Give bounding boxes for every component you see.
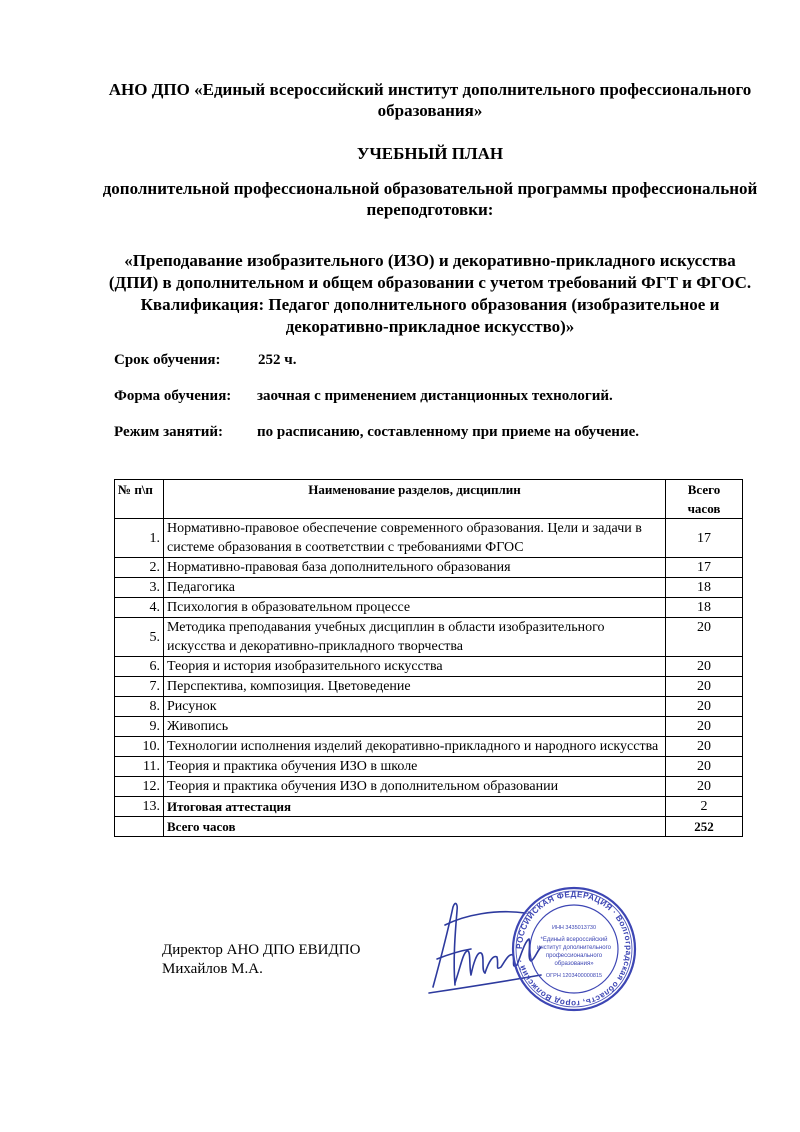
program-description: дополнительной профессиональной образовательной программы профессиональной переподготовки: xyxy=(102,179,758,219)
row-number: 1. xyxy=(115,519,164,558)
row-hours: 20 xyxy=(666,657,743,677)
table-row xyxy=(115,717,743,737)
table-row xyxy=(115,558,743,578)
program-name: «Преподавание изобразительного (ИЗО) и декоративно-прикладного искусства (ДПИ) в дополнительном и общем образовании с учетом требований ФГТ и ФГОС. Квалификация: Педагог дополнительного образования (изобразительное и декоративно-прикладное искусство)» xyxy=(108,251,752,336)
row-hours: 17 xyxy=(666,519,743,558)
svg-text:ИНН 3435013730: ИНН 3435013730 xyxy=(551,925,597,931)
row-discipline: Теория и история изобразительного искусства xyxy=(164,657,666,677)
meta-mode xyxy=(114,424,639,441)
row-number: 8. xyxy=(115,697,164,717)
meta-duration-label: Срок обучения: xyxy=(114,352,221,368)
row-number: 9. xyxy=(115,717,164,737)
meta-form-label: Форма обучения: xyxy=(114,388,232,404)
row-discipline: Нормативно-правовая база дополнительного образования xyxy=(164,558,666,578)
table-row xyxy=(115,737,743,757)
row-discipline: Рисунок xyxy=(164,697,666,717)
row-hours: 18 xyxy=(666,578,743,598)
row-hours: 20 xyxy=(666,677,743,697)
svg-text:ОГРН 1203400000815: ОГРН 1203400000815 xyxy=(545,973,603,979)
row-discipline: Живопись xyxy=(164,717,666,737)
row-number: 10. xyxy=(115,737,164,757)
svg-text:*Единый всероссийский: *Единый всероссийский xyxy=(540,937,608,943)
row-discipline: Технологии исполнения изделий декоративно-прикладного и народного искусства xyxy=(164,737,666,757)
director-name: Михайлов М.А. xyxy=(162,961,263,977)
table-row xyxy=(115,757,743,777)
svg-text:РОССИЙСКАЯ ФЕДЕРАЦИЯ · Волгогр: РОССИЙСКАЯ ФЕДЕРАЦИЯ · Волгоградская область, город Волжский · xyxy=(514,889,634,1009)
table-row xyxy=(115,657,743,677)
header-hours-line2: часов xyxy=(687,501,721,516)
row-discipline: Психология в образовательном процессе xyxy=(164,598,666,618)
svg-text:профессионального: профессионального xyxy=(545,953,603,959)
seal-stamp-image xyxy=(510,885,638,1013)
meta-mode-label: Режим занятий: xyxy=(114,424,224,440)
header-hours-line1: Всего xyxy=(687,482,721,497)
row-discipline: Теория и практика обучения ИЗО в школе xyxy=(164,757,666,777)
header-discipline: Наименование разделов, дисциплин xyxy=(164,480,666,519)
row-number: 7. xyxy=(115,677,164,697)
organization-name: АНО ДПО «Единый всероссийский институт дополнительного профессионального образования» xyxy=(108,80,752,120)
row-discipline: Всего часов xyxy=(164,817,666,837)
row-discipline: Теория и практика обучения ИЗО в дополнительном образовании xyxy=(164,777,666,797)
row-number: 3. xyxy=(115,578,164,598)
row-number: 13. xyxy=(115,797,164,817)
row-hours: 252 xyxy=(666,817,743,837)
curriculum-table xyxy=(114,479,743,837)
row-discipline: Педагогика xyxy=(164,578,666,598)
table-row xyxy=(115,618,743,657)
table-row xyxy=(115,677,743,697)
header-number: № п\п xyxy=(115,480,164,519)
table-row-total xyxy=(115,817,743,837)
row-discipline: Итоговая аттестация xyxy=(164,797,666,817)
row-hours: 2 xyxy=(666,797,743,817)
meta-mode-value: по расписанию, составленному при приеме на обучение. xyxy=(257,424,639,440)
row-number: 4. xyxy=(115,598,164,618)
document-title: УЧЕБНЫЙ ПЛАН xyxy=(356,144,504,163)
row-hours: 18 xyxy=(666,598,743,618)
table-row xyxy=(115,519,743,558)
svg-text:институт дополнительного: институт дополнительного xyxy=(537,945,611,951)
row-hours: 20 xyxy=(666,697,743,717)
row-hours: 20 xyxy=(666,618,743,657)
meta-form-value: заочная с применением дистанционных технологий. xyxy=(257,388,613,404)
table-row xyxy=(115,578,743,598)
row-hours: 20 xyxy=(666,777,743,797)
row-number: 6. xyxy=(115,657,164,677)
row-number: 11. xyxy=(115,757,164,777)
row-number: 5. xyxy=(115,618,164,657)
row-hours: 20 xyxy=(666,717,743,737)
meta-duration xyxy=(114,352,296,369)
row-hours: 20 xyxy=(666,757,743,777)
row-number xyxy=(115,817,164,837)
director-block xyxy=(162,941,360,979)
table-row-final-attestation xyxy=(115,797,743,817)
row-number: 12. xyxy=(115,777,164,797)
table-header-row xyxy=(115,480,743,519)
row-discipline: Перспектива, композиция. Цветоведение xyxy=(164,677,666,697)
row-hours: 17 xyxy=(666,558,743,578)
row-discipline: Методика преподавания учебных дисциплин в области изобразительного искусства и декоративно-прикладного творчества xyxy=(164,618,666,657)
table-row xyxy=(115,697,743,717)
row-discipline: Нормативно-правовое обеспечение современного образования. Цели и задачи в системе образования в соответствии с требованиями ФГОС xyxy=(164,519,666,558)
meta-duration-value: 252 ч. xyxy=(258,352,297,368)
table-row xyxy=(115,777,743,797)
row-number: 2. xyxy=(115,558,164,578)
header-hours xyxy=(666,480,743,519)
svg-text:образования»: образования» xyxy=(554,961,594,967)
table-row xyxy=(115,598,743,618)
meta-form xyxy=(114,388,613,405)
row-hours: 20 xyxy=(666,737,743,757)
director-title: Директор АНО ДПО ЕВИДПО xyxy=(162,942,361,958)
